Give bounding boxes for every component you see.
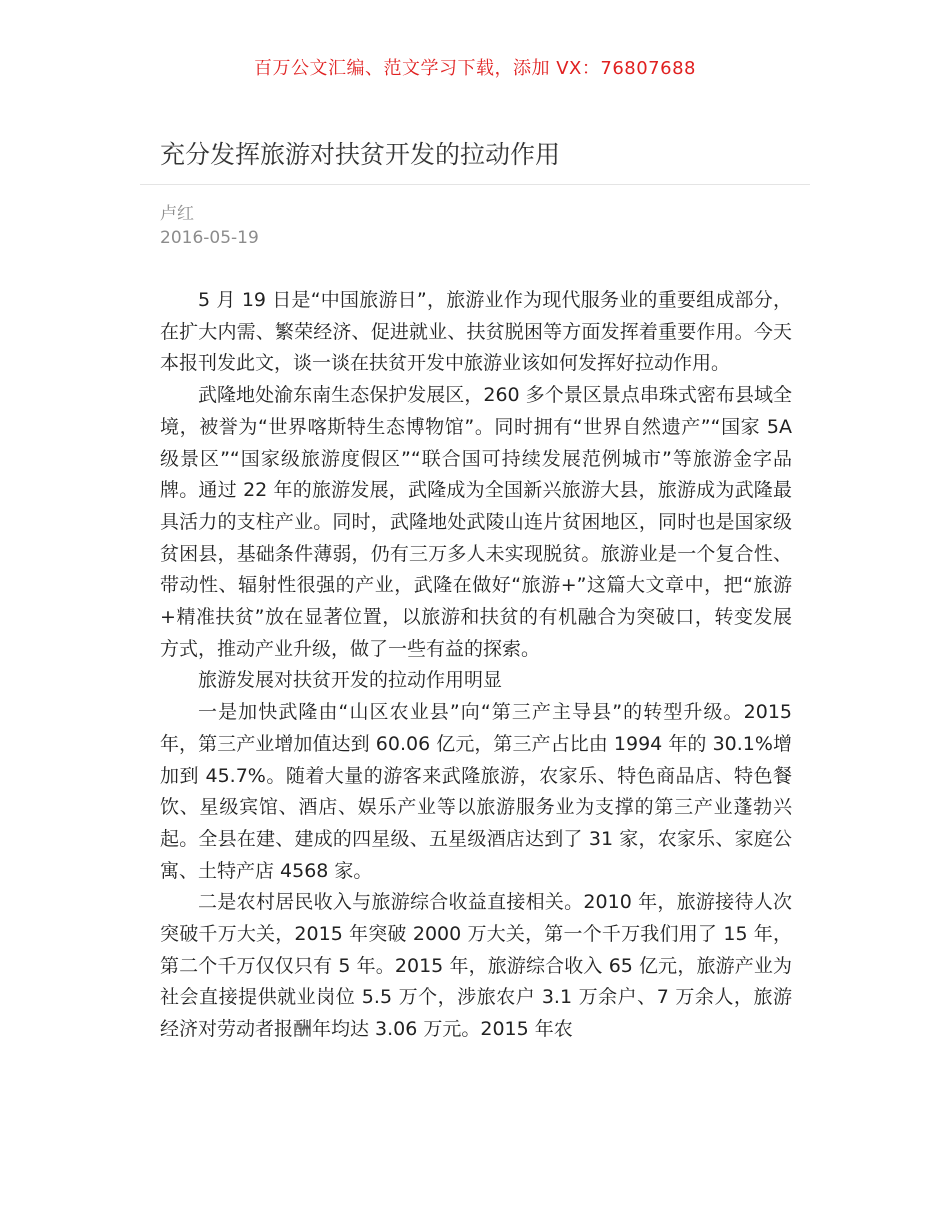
article-body bbox=[160, 285, 792, 1046]
publish-date: 2016-05-19 bbox=[160, 228, 259, 248]
intro-paragraph: 5 月 19 日是“中国旅游日”，旅游业作为现代服务业的重要组成部分，在扩大内需、繁荣经济、促进就业、扶贫脱困等方面发挥着重要作用。今天本报刊发此文，谈一谈在扶贫开发中旅游业该如何发挥好拉动作用。 bbox=[160, 289, 792, 375]
body-paragraph: 一是加快武隆由“山区农业县”向“第三产主导县”的转型升级。2015 年，第三产业增加值达到 60.06 亿元，第三产占比由 1994 年的 30.1%增加到 45.7%。随着大量的游客来武隆旅游，农家乐、特色商品店、特色餐饮、星级宾馆、酒店、娱乐产业等以旅游服务业为支撑的第三产业蓬勃兴起。全县在建、建成的四星级、五星级酒店达到了 31 家，农家乐、家庭公寓、土特产店 4568 家。 bbox=[160, 701, 792, 882]
body-paragraph: 二是农村居民收入与旅游综合收益直接相关。2010 年，旅游接待人次突破千万大关，2015 年突破 2000 万大关，第一个千万我们用了 15 年，第二个千万仅仅只有 5 年。2015 年，旅游综合收入 65 亿元，旅游产业为社会直接提供就业岗位 5.5 万个，涉旅农户 3.1 万余户、7 万余人，旅游经济对劳动者报酬年均达 3.06 万元。2015 年农 bbox=[160, 891, 792, 1041]
title-divider bbox=[140, 184, 810, 185]
article-meta bbox=[160, 202, 259, 250]
article-title: 充分发挥旅游对扶贫开发的拉动作用 bbox=[160, 140, 561, 169]
download-banner: 百万公文汇编、范文学习下载，添加 VX：76807688 bbox=[254, 58, 696, 79]
body-paragraph: 武隆地处渝东南生态保护发展区，260 多个景区景点串珠式密布县域全境，被誉为“世界喀斯特生态博物馆”。同时拥有“世界自然遗产”“国家 5A 级景区”“国家级旅游度假区”“联合国可持续发展范例城市”等旅游金字品牌。通过 22 年的旅游发展，武隆成为全国新兴旅游大县，旅游成为武隆最具活力的支柱产业。同时，武隆地处武陵山连片贫困地区，同时也是国家级贫困县，基础条件薄弱，仍有三万多人未实现脱贫。旅游业是一个复合性、带动性、辐射性很强的产业，武隆在做好“旅游+”这篇大文章中，把“旅游+精准扶贫”放在显著位置，以旅游和扶贫的有机融合为突破口，转变发展方式，推动产业升级，做了一些有益的探索。 bbox=[160, 384, 792, 660]
section-heading: 旅游发展对扶贫开发的拉动作用明显 bbox=[198, 669, 503, 692]
author-name: 卢红 bbox=[160, 204, 194, 224]
